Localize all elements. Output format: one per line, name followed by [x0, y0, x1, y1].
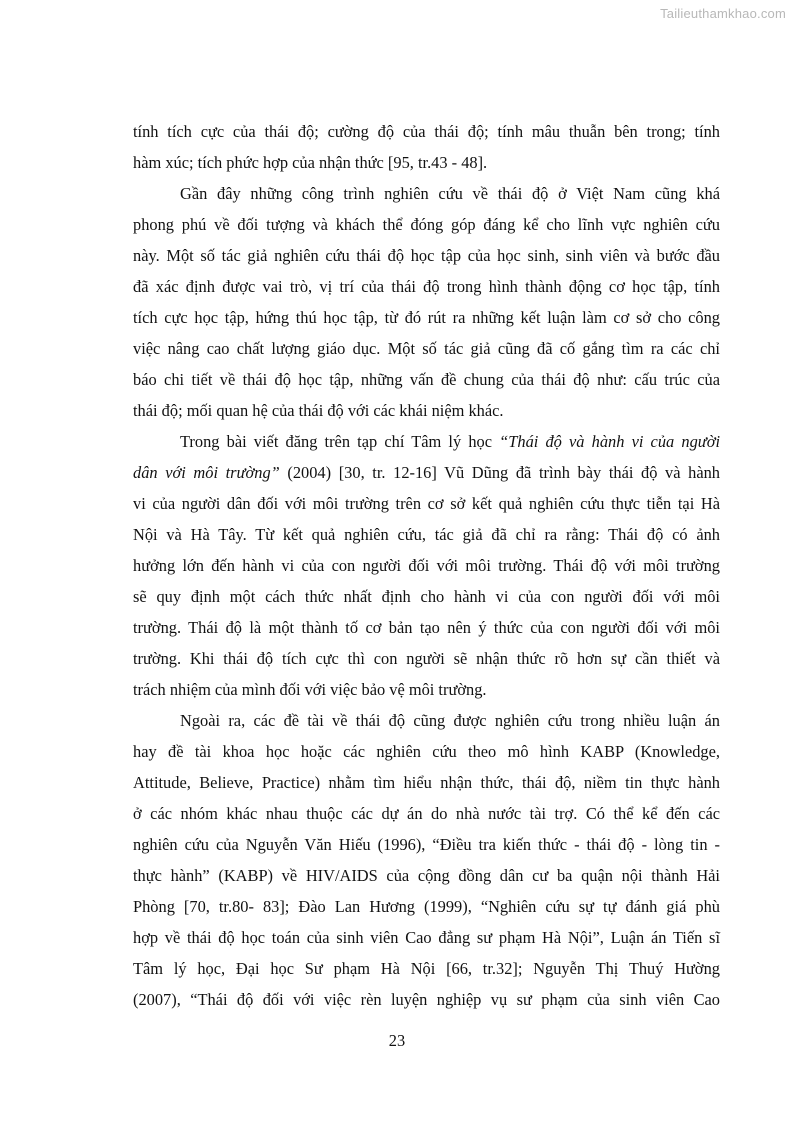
text-line: Attitude, Believe, Practice) nhằm tìm hiểu nhận thức, thái độ, niềm tin thực hành	[133, 773, 720, 792]
text-line: thái độ; mối quan hệ của thái độ với các khái niệm khác.	[133, 401, 504, 420]
paragraph-2	[133, 178, 720, 426]
text-line	[133, 426, 720, 457]
document-body	[133, 116, 720, 1015]
text-line: phong phú về đối tượng và khách thể đóng góp đáng kể cho lĩnh vực nghiên cứu	[133, 215, 720, 234]
text-line: việc nâng cao chất lượng giáo dục. Một số tác giả cũng đã cố gắng tìm ra các chỉ	[133, 339, 720, 358]
text-run: Trong bài viết đăng trên tạp chí Tâm lý học	[180, 432, 500, 451]
text-line: hay đề tài khoa học hoặc các nghiên cứu theo mô hình KABP (Knowledge,	[133, 742, 720, 761]
text-line: báo chi tiết về thái độ học tập, những vấn đề chung của thái độ như: cấu trúc của	[133, 370, 720, 389]
watermark-text: Tailieuthamkhao.com	[660, 6, 786, 21]
text-line: Phòng [70, tr.80- 83]; Đào Lan Hương (1999), “Nghiên cứu sự tự đánh giá phù	[133, 897, 720, 916]
text-line: trường. Khi thái độ tích cực thì con người sẽ nhận thức rõ hơn sự cần thiết và	[133, 649, 720, 668]
text-line: Tâm lý học, Đại học Sư phạm Hà Nội [66, tr.32]; Nguyễn Thị Thuý Hường	[133, 959, 720, 978]
text-run: (2004) [30, tr. 12-16] Vũ Dũng đã trình bày thái độ và hành	[279, 463, 721, 482]
text-line: sẽ quy định một cách thức nhất định cho hành vi của con người đối với môi	[133, 587, 720, 606]
text-line: thực hành” (KABP) về HIV/AIDS của cộng đồng dân cư ba quận nội thành Hải	[133, 866, 720, 885]
text-line	[133, 457, 720, 488]
article-title-part: “Thái độ và hành vi của người	[499, 432, 721, 451]
text-line: (2007), “Thái độ đối với việc rèn luyện nghiệp vụ sư phạm của sinh viên Cao	[133, 990, 720, 1009]
text-line: hàm xúc; tích phức hợp của nhận thức [95, tr.43 - 48].	[133, 153, 488, 172]
text-line: vi của người dân đối với môi trường trên cơ sở kết quả nghiên cứu thực tiễn tại Hà	[133, 494, 720, 513]
text-line: Ngoài ra, các đề tài về thái độ cũng được nghiên cứu trong nhiều luận án	[180, 711, 720, 730]
text-line: tích cực học tập, hứng thú học tập, từ đó rút ra những kết luận làm cơ sở cho công	[133, 308, 720, 327]
text-line: nghiên cứu của Nguyễn Văn Hiếu (1996), “Điều tra kiến thức - thái độ - lòng tin -	[133, 835, 720, 854]
paragraph-3	[133, 426, 720, 705]
text-line: hợp về thái độ học toán của sinh viên Cao đẳng sư phạm Hà Nội”, Luận án Tiến sĩ	[133, 928, 720, 947]
text-line: ở các nhóm khác nhau thuộc các dự án do nhà nước tài trợ. Có thể kể đến các	[133, 804, 720, 823]
page-number: 23	[388, 1031, 406, 1050]
text-line: này. Một số tác giả nghiên cứu thái độ học tập của học sinh, sinh viên và bước đầu	[133, 246, 720, 265]
text-line: Gần đây những công trình nghiên cứu về thái độ ở Việt Nam cũng khá	[180, 184, 720, 203]
text-line: trách nhiệm của mình đối với việc bảo vệ môi trường.	[133, 680, 487, 699]
paragraph-4	[133, 705, 720, 1015]
article-title-part: dân với môi trường”	[133, 463, 280, 482]
text-line: trường. Thái độ là một thành tố cơ bản tạo nên ý thức của con người đối với môi	[133, 618, 720, 637]
text-line: tính tích cực của thái độ; cường độ của thái độ; tính mâu thuẫn bên trong; tính	[133, 122, 720, 141]
text-line: hưởng lớn đến hành vi của con người đối với môi trường. Thái độ với môi trường	[133, 556, 720, 575]
paragraph-1	[133, 116, 720, 178]
text-line: Nội và Hà Tây. Từ kết quả nghiên cứu, tác giả đã chỉ ra rằng: Thái độ có ảnh	[133, 525, 720, 544]
text-line: đã xác định được vai trò, vị trí của thái độ trong hình thành động cơ học tập, tính	[133, 277, 720, 296]
